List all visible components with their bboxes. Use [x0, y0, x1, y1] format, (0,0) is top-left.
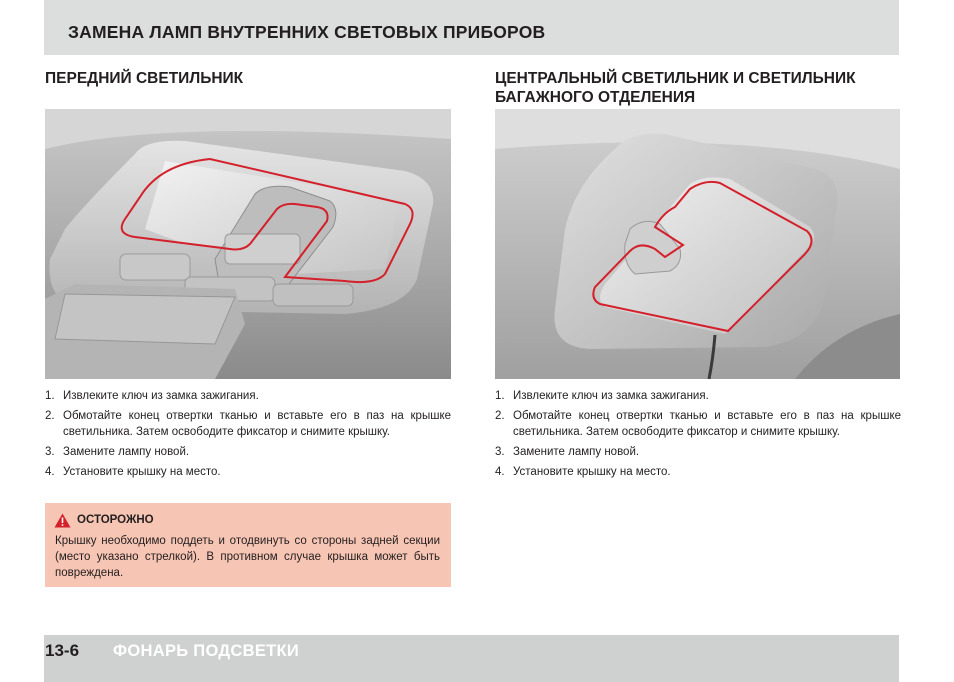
- page-footer: [44, 635, 899, 682]
- caution-title: ОСТОРОЖНО: [77, 514, 154, 526]
- warning-triangle-icon: [54, 513, 71, 528]
- section-heading-front-lamp: ПЕРЕДНИЙ СВЕТИЛЬНИК: [45, 70, 244, 87]
- front-lamp-illustration: [45, 109, 451, 379]
- list-item: [45, 444, 451, 460]
- step-number: 2.: [45, 410, 55, 422]
- step-text: Извлеките ключ из замка зажигания.: [63, 390, 259, 402]
- caution-header: [54, 512, 154, 528]
- list-item: [495, 444, 901, 460]
- list-item: [45, 388, 451, 404]
- caution-box: [45, 503, 451, 587]
- step-text: Обмотайте конец отвертки тканью и вставьте его в паз на крышке светильника. Затем освободите фиксатор и снимите крышку.: [63, 410, 451, 438]
- section-heading-center-lamp: [495, 69, 856, 107]
- list-item: [45, 408, 451, 440]
- step-text: Установите крышку на место.: [513, 466, 671, 478]
- list-item: [45, 464, 451, 480]
- page-header: [44, 0, 899, 55]
- step-text: Замените лампу новой.: [63, 446, 190, 458]
- front-lamp-photo: [45, 109, 451, 379]
- step-text: Извлеките ключ из замка зажигания.: [513, 390, 709, 402]
- step-text: Обмотайте конец отвертки тканью и вставьте его в паз на крышке светильника. Затем освободите фиксатор и снимите крышку.: [513, 410, 901, 438]
- caution-text: Крышку необходимо поддеть и отодвинуть со стороны задней секции (место указано стрелкой). В противном случае крышка может быть повреждена.: [55, 535, 440, 579]
- page-title: ЗАМЕНА ЛАМП ВНУТРЕННИХ СВЕТОВЫХ ПРИБОРОВ: [68, 22, 546, 42]
- center-lamp-photo: [495, 109, 900, 379]
- list-item: [495, 408, 901, 440]
- step-number: 4.: [495, 466, 505, 478]
- step-text: Установите крышку на место.: [63, 466, 221, 478]
- step-number: 1.: [45, 390, 55, 402]
- center-lamp-illustration: [495, 109, 900, 379]
- step-number: 4.: [45, 466, 55, 478]
- list-item: [495, 464, 901, 480]
- step-number: 1.: [495, 390, 505, 402]
- front-lamp-steps: [45, 388, 451, 484]
- section-heading-line-1: ЦЕНТРАЛЬНЫЙ СВЕТИЛЬНИК И СВЕТИЛЬНИК: [495, 70, 856, 87]
- footer-section-title: ФОНАРЬ ПОДСВЕТКИ: [113, 642, 300, 660]
- step-number: 2.: [495, 410, 505, 422]
- list-item: [495, 388, 901, 404]
- step-number: 3.: [45, 446, 55, 458]
- section-heading-line-2: БАГАЖНОГО ОТДЕЛЕНИЯ: [495, 89, 696, 106]
- page-number: 13-6: [45, 641, 80, 660]
- center-lamp-steps: [495, 388, 901, 484]
- step-text: Замените лампу новой.: [513, 446, 640, 458]
- step-number: 3.: [495, 446, 505, 458]
